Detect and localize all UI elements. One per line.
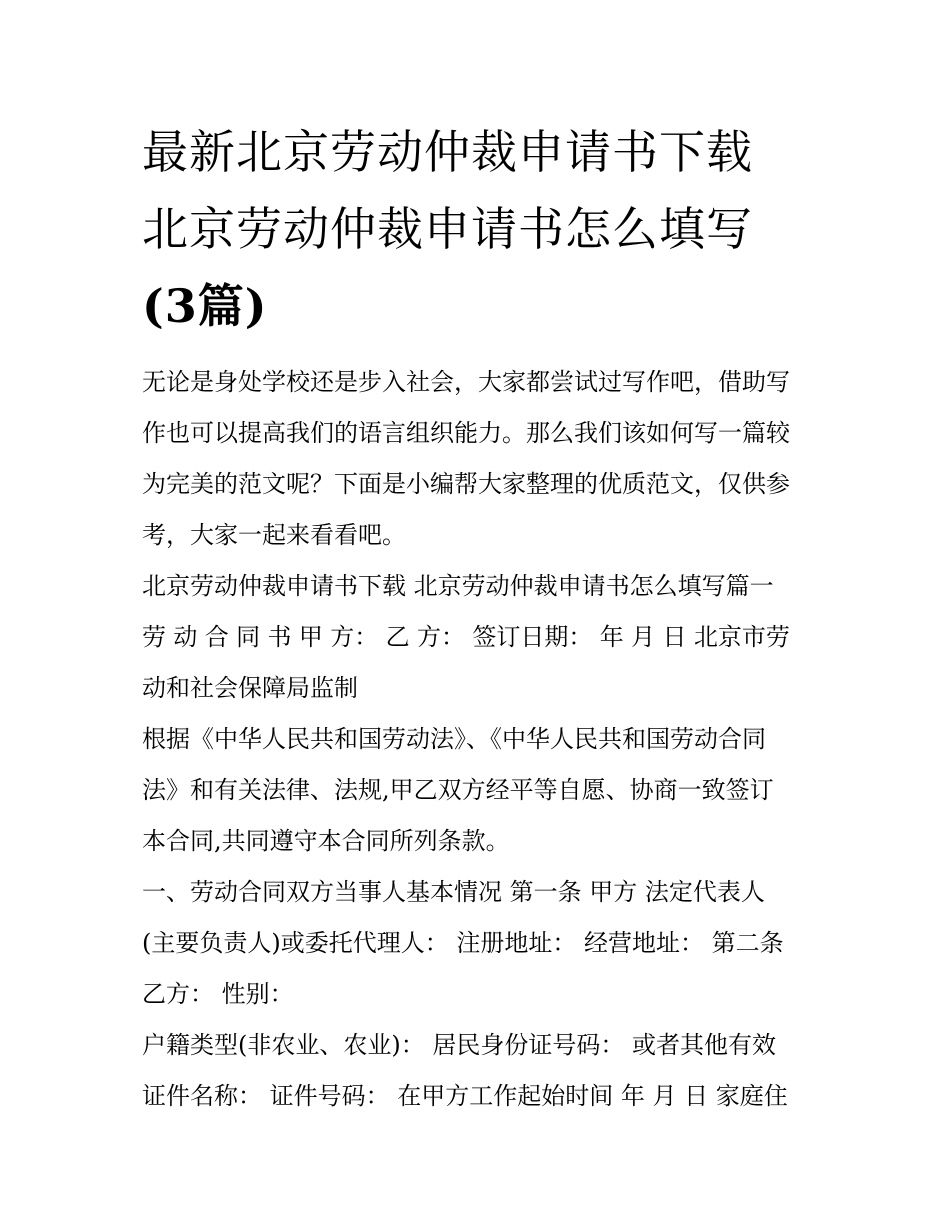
text-line: 作也可以提高我们的语言组织能力。那么我们该如何写一篇较: [142, 419, 790, 447]
text-line: 动和社会保障局监制: [142, 674, 358, 702]
contract-fields-line: [142, 612, 790, 663]
household-paragraph: [142, 1020, 814, 1122]
text-word: 动: [173, 623, 198, 651]
text-line: 为完美的范文呢？下面是小编帮大家整理的优质范文，仅供参: [142, 470, 790, 498]
text-line: 户籍类型(非农业、农业)： 居民身份证号码： 或者其他有效: [142, 1031, 776, 1059]
text-word: 乙: [385, 623, 410, 651]
legal-basis-paragraph: [142, 714, 814, 867]
text-line: 法》和有关法律、法规,甲乙双方经平等自愿、协商一致签订: [142, 776, 774, 804]
title-line-2: 北京劳动仲裁申请书怎么填写: [142, 202, 753, 256]
text-word: 日: [662, 623, 687, 651]
text-word: 方：: [417, 623, 465, 651]
text-line: (主要负责人)或委托代理人： 注册地址： 经营地址： 第二条: [142, 929, 784, 957]
document-body: [142, 357, 814, 1122]
text-word: 方：: [330, 623, 379, 651]
document-title: [142, 114, 822, 345]
text-line: 一、劳动合同双方当事人基本情况 第一条 甲方 法定代表人: [142, 878, 765, 906]
title-line-1: 最新北京劳动仲裁申请书下载: [142, 125, 753, 179]
parties-paragraph: [142, 867, 814, 1020]
text-word: 甲: [298, 623, 323, 651]
text-word: 年: [599, 623, 624, 651]
text-line: 证件名称： 证件号码： 在甲方工作起始时间 年 月 日 家庭住: [142, 1082, 788, 1110]
text-word: 合: [204, 623, 229, 651]
text-line: 考，大家一起来看看吧。: [142, 521, 406, 549]
text-word: 北京市劳: [693, 623, 790, 651]
text-line: 根据《中华人民共和国劳动法》、《中华人民共和国劳动合同: [142, 725, 766, 753]
text-line: 本合同,共同遵守本合同所列条款。: [142, 827, 510, 855]
text-word: 月: [631, 623, 656, 651]
text-line: 无论是身处学校还是步入社会，大家都尝试过写作吧，借助写: [142, 368, 790, 396]
title-line-3: (3篇): [142, 279, 268, 333]
intro-paragraph: [142, 357, 814, 561]
text-line: 北京劳动仲裁申请书下载 北京劳动仲裁申请书怎么填写篇一: [142, 572, 774, 600]
text-word: 同: [236, 623, 261, 651]
text-line: 乙方： 性别：: [142, 980, 294, 1008]
text-word: 签订日期：: [472, 623, 593, 651]
contract-heading-paragraph: [142, 561, 814, 714]
text-word: 劳: [142, 623, 166, 651]
text-word: 书: [267, 623, 292, 651]
